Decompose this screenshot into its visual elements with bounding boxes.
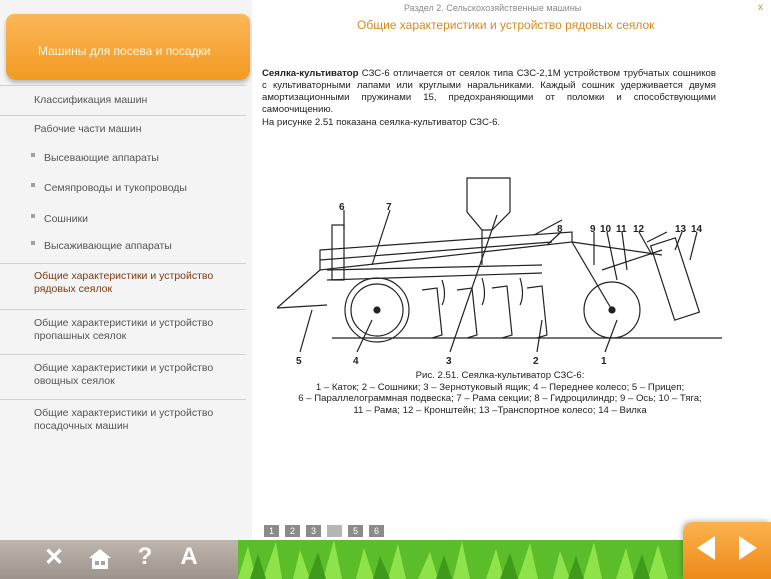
close-icon[interactable]: ✕ bbox=[43, 544, 65, 571]
sidebar-item-label: Классификация машин bbox=[34, 94, 148, 106]
coulter-shape bbox=[422, 288, 442, 338]
frame-shape bbox=[320, 232, 572, 270]
sidebar-item-vegetable-seeders[interactable] bbox=[0, 354, 246, 399]
bullet-icon bbox=[31, 153, 35, 157]
sidebar-item-working-parts[interactable] bbox=[0, 115, 246, 149]
toolbar bbox=[0, 540, 238, 579]
page-button-3[interactable]: 3 bbox=[306, 525, 321, 537]
section-title: Машины для посева и посадки bbox=[38, 44, 211, 58]
page-button-1[interactable]: 1 bbox=[264, 525, 279, 537]
coulter-shape bbox=[457, 288, 477, 338]
figure-label: 8 bbox=[557, 224, 563, 235]
previous-page-icon[interactable] bbox=[697, 536, 715, 560]
leader-line bbox=[450, 215, 497, 352]
caption-line: 11 – Рама; 12 – Кронштейн; 13 –Транспортное колесо; 14 – Вилка bbox=[353, 404, 647, 416]
paragraph-2: На рисунке 2.51 показана сеялка-культиватор СЗС-6. bbox=[262, 117, 501, 128]
figure-label: 2 bbox=[533, 356, 539, 367]
close-window-button[interactable]: x bbox=[758, 2, 763, 13]
spring-shape bbox=[482, 278, 485, 305]
font-icon[interactable]: A bbox=[180, 543, 198, 570]
page-button-6[interactable]: 6 bbox=[369, 525, 384, 537]
front-wheel-hub bbox=[374, 307, 380, 313]
sidebar-item-classification[interactable] bbox=[0, 85, 246, 115]
sidebar-item-seed-tubes[interactable] bbox=[0, 179, 246, 210]
sidebar-item-row-seeders[interactable] bbox=[0, 263, 246, 309]
content-panel bbox=[252, 0, 771, 540]
figure-label: 7 bbox=[386, 202, 392, 213]
spring-shape bbox=[520, 278, 523, 305]
body-text bbox=[262, 68, 716, 130]
section-frame-lower bbox=[327, 273, 542, 280]
bullet-icon bbox=[31, 183, 35, 187]
home-icon-graphic bbox=[88, 548, 112, 570]
figure-label: 3 bbox=[446, 356, 452, 367]
caption-line: 1 – Каток; 2 – Сошники; 3 – Зернотуковый ящик; 4 – Переднее колесо; 5 – Прицеп; bbox=[315, 381, 685, 393]
fork-shape bbox=[647, 232, 667, 242]
sidebar-item-seeding-devices[interactable] bbox=[0, 149, 246, 179]
figure-caption bbox=[270, 370, 730, 416]
sidebar-item-label: Общие характеристики и устройство пропашных сеялок bbox=[34, 317, 214, 342]
figure-label: 4 bbox=[353, 356, 359, 367]
bottom-bar bbox=[0, 540, 771, 579]
leader-line bbox=[607, 232, 617, 280]
figure-label: 6 bbox=[339, 202, 345, 213]
leader-line bbox=[372, 210, 390, 265]
page-button-2[interactable]: 2 bbox=[285, 525, 300, 537]
home-icon[interactable] bbox=[86, 548, 114, 577]
section-header bbox=[6, 14, 250, 80]
next-page-icon[interactable] bbox=[739, 536, 757, 560]
leader-line bbox=[690, 232, 697, 260]
hitch-bar bbox=[277, 305, 327, 308]
bullet-icon bbox=[31, 214, 35, 218]
figure-label: 9 bbox=[590, 224, 596, 235]
leader-line bbox=[537, 320, 542, 352]
bullet-icon bbox=[31, 241, 35, 245]
hitch-link bbox=[277, 270, 320, 308]
sidebar-item-coulters[interactable] bbox=[0, 210, 246, 237]
sidebar-item-label: Сошники bbox=[44, 213, 88, 225]
sidebar-item-planting-devices[interactable] bbox=[0, 237, 246, 263]
sidebar-nav bbox=[0, 85, 246, 444]
sidebar-item-label: Рабочие части машин bbox=[34, 123, 142, 135]
help-icon[interactable]: ? bbox=[137, 543, 153, 570]
breadcrumb: Раздел 2. Сельскохозяйственные машины bbox=[404, 3, 582, 13]
caption-title: Рис. 2.51. Сеялка-культиватор СЗС-6: bbox=[415, 370, 585, 381]
parallelogram-shape bbox=[332, 225, 344, 280]
figure-label: 11 bbox=[616, 224, 627, 235]
spring-shape bbox=[442, 280, 445, 305]
figure-label: 14 bbox=[691, 224, 703, 235]
seeder-diagram bbox=[272, 170, 732, 370]
coulter-shape bbox=[492, 286, 512, 338]
paragraph-1 bbox=[262, 68, 716, 116]
figure-label: 12 bbox=[633, 224, 645, 235]
paragraph-1-text: СЗС-6 отличается от сеялок типа СЗС-2,1М устройством трубчатых сошников с культиваторными лапами или круглыми наральниками. Каждый сошник удерживается двумя амортизационными пружинами 15, предохраняющими от поломки и способствующими самоочищению. bbox=[262, 68, 716, 115]
grain-box-shape bbox=[467, 178, 510, 230]
figure-label: 1 bbox=[601, 356, 607, 367]
roller-arm bbox=[572, 242, 612, 310]
grass-decoration bbox=[238, 540, 683, 579]
page-button-4[interactable]: 4 bbox=[327, 525, 342, 537]
sidebar-item-label: Общие характеристики и устройство рядовых сеялок bbox=[34, 270, 214, 295]
sidebar-item-label: Высевающие аппараты bbox=[44, 152, 159, 164]
page-nav bbox=[683, 522, 771, 579]
leader-line bbox=[605, 320, 617, 352]
figure-label: 5 bbox=[296, 356, 302, 367]
sidebar-item-label: Общие характеристики и устройство посадочных машин bbox=[34, 407, 214, 432]
term-bold: Сеялка-культиватор bbox=[262, 68, 359, 79]
page-title: Общие характеристики и устройство рядовых сеялок bbox=[357, 18, 655, 32]
caption-line: 6 – Параллелограммная подвеска; 7 – Рама секции; 8 – Гидроцилиндр; 9 – Ось; 10 – Тяга; bbox=[298, 393, 702, 404]
sidebar-item-label: Общие характеристики и устройство овощных сеялок bbox=[34, 362, 214, 387]
sidebar-item-label: Высаживающие аппараты bbox=[44, 240, 172, 252]
pager bbox=[264, 521, 390, 539]
sidebar bbox=[0, 0, 252, 540]
figure-label: 10 bbox=[600, 224, 612, 235]
leader-line bbox=[622, 232, 627, 270]
sidebar-item-planting-machines[interactable] bbox=[0, 399, 246, 444]
figure-label: 13 bbox=[675, 224, 687, 235]
page-button-5[interactable]: 5 bbox=[348, 525, 363, 537]
leader-line bbox=[300, 310, 312, 352]
sidebar-item-label: Семяпроводы и тукопроводы bbox=[44, 182, 187, 194]
coulter-shape bbox=[527, 286, 547, 338]
sidebar-item-row-crop-seeders[interactable] bbox=[0, 309, 246, 354]
